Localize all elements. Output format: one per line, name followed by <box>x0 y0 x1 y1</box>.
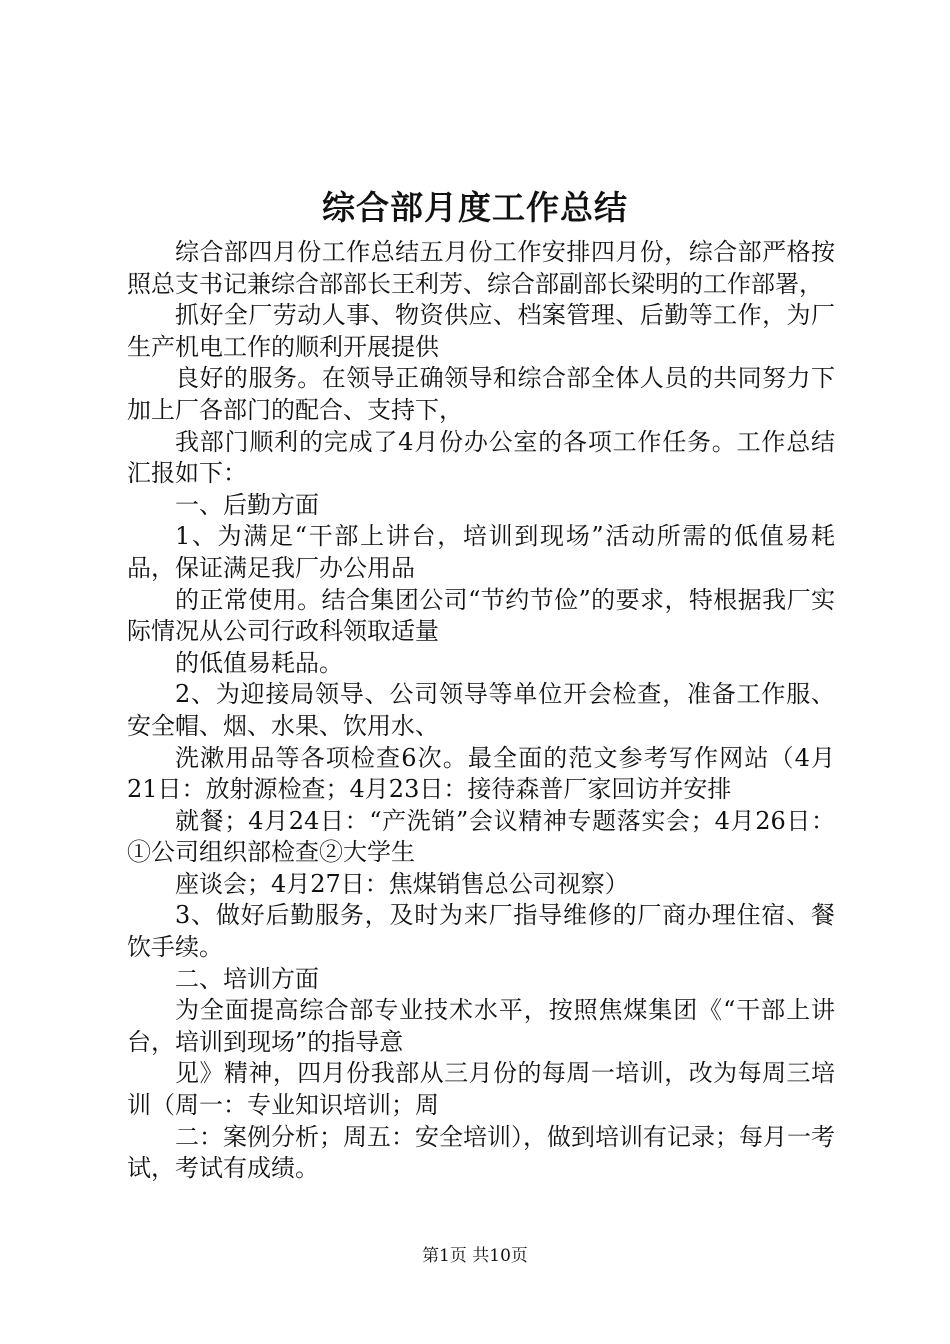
paragraph: 的低值易耗品。 <box>175 648 343 677</box>
paragraph: 为全面提高综合部专业技术水平，按照焦煤集团《“干部上讲台，培训到现场”的指导意 <box>127 996 835 1056</box>
paragraph: 的正常使用。结合集团公司“节约节俭”的要求，特根据我厂实际情况从公司行政科领取适量 <box>127 585 835 646</box>
paragraph: 1、为满足“干部上讲台，培训到现场”活动所需的低值易耗品，保证满足我厂办公用品 <box>127 522 835 582</box>
paragraph: 抓好全厂劳动人事、物资供应、档案管理、后勤等工作，为厂生产机电工作的顺利开展提供 <box>127 301 835 361</box>
document-title: 综合部月度工作总结 <box>322 188 628 227</box>
paragraph: 良好的服务。在领导正确领导和综合部全体人员的共同努力下加上厂各部门的配合、支持下， <box>127 364 835 424</box>
paragraph: 洗漱用品等各项检查6次。最全面的范文参考写作网站（4月21日：放射源检查；4月23日：接待森普厂家回访并安排 <box>127 743 835 804</box>
paragraph: 2、为迎接局领导、公司领导等单位开会检查，准备工作服、安全帽、烟、水果、饮用水、 <box>127 680 835 740</box>
paragraph: 座谈会；4月27日：焦煤销售总公司视察） <box>175 869 629 898</box>
paragraph: 就餐；4月24日：“产洗销”会议精神专题落实会；4月26日：①公司组织部检查②大学生 <box>127 806 835 867</box>
paragraph: 3、做好后勤服务，及时为来厂指导维修的厂商办理住宿、餐饮手续。 <box>127 901 835 962</box>
section-heading: 二、培训方面 <box>175 964 319 993</box>
paragraph: 二：案例分析；周五：安全培训），做到培训有记录；每月一考试，考试有成绩。 <box>127 1122 835 1183</box>
section-heading: 一、后勤方面 <box>175 490 319 519</box>
paragraph: 综合部四月份工作总结五月份工作安排四月份，综合部严格按照总支书记兼综合部部长王利芳、综合部副部长梁明的工作部署， <box>127 238 835 298</box>
paragraph: 见》精神，四月份我部从三月份的每周一培训，改为每周三培训（周一：专业知识培训；周 <box>127 1059 835 1120</box>
page-footer: 第1页 共10页 <box>422 1246 528 1266</box>
paragraph: 我部门顺利的完成了4月份办公室的各项工作任务。工作总结汇报如下： <box>127 427 835 488</box>
document-body <box>127 237 835 1185</box>
